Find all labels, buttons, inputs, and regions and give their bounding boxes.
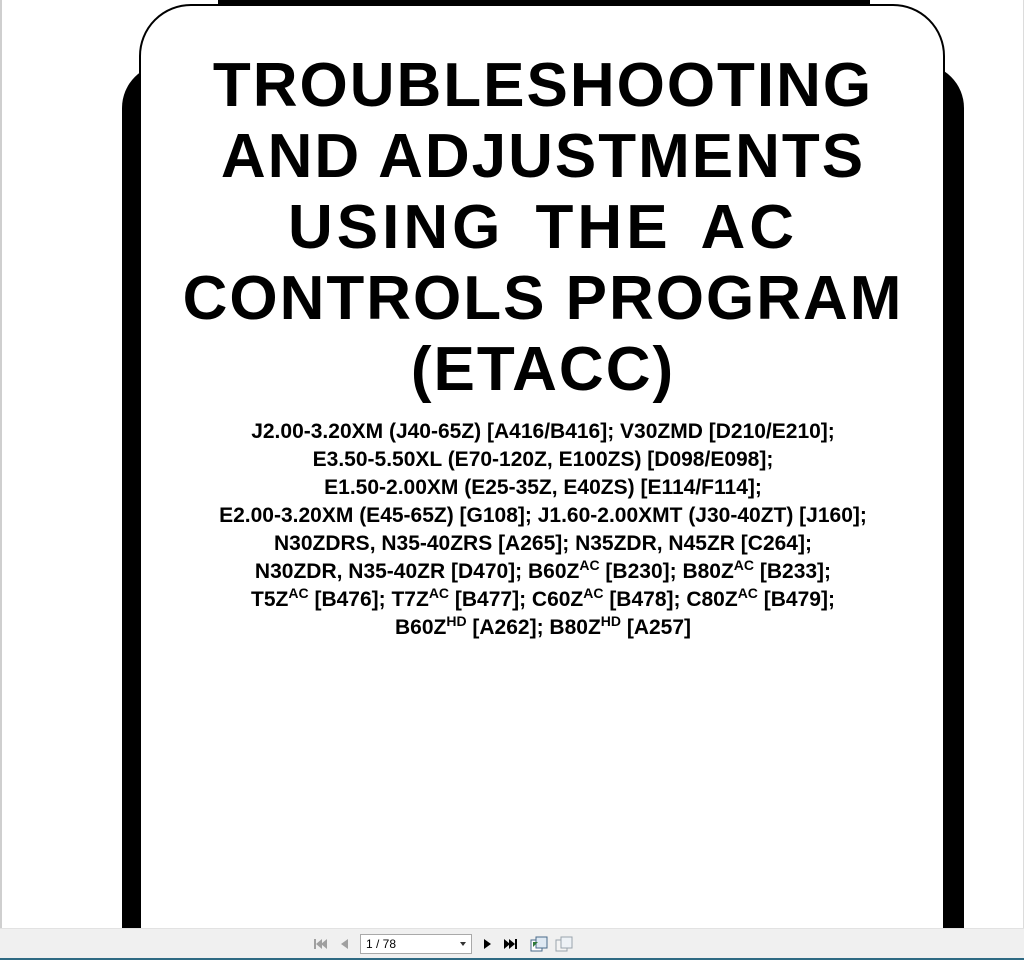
- model-line: [140, 474, 946, 502]
- title-line: TROUBLESHOOTING: [212, 51, 874, 120]
- model-suffix-superscript: AC: [583, 585, 604, 601]
- viewer-left-border: [0, 0, 2, 928]
- last-page-icon: [503, 937, 519, 951]
- page-number-select[interactable]: [360, 934, 472, 954]
- model-text: E3.50-5.50XL (E70-120Z, E100ZS) [D098/E098];: [312, 448, 774, 471]
- model-text: [A257]: [621, 616, 692, 639]
- model-line: [140, 586, 946, 614]
- fit-width-icon: [555, 936, 573, 952]
- model-list: [140, 418, 946, 642]
- model-text: E2.00-3.20XM (E45-65Z) [G108]; J1.60-2.00XMT (J30-40ZT) [J160];: [219, 504, 867, 527]
- model-suffix-superscript: HD: [600, 613, 621, 629]
- first-page-icon: [312, 937, 328, 951]
- model-suffix-superscript: AC: [428, 585, 450, 601]
- model-suffix-superscript: AC: [579, 557, 600, 573]
- model-line: [140, 446, 946, 474]
- next-page-icon: [481, 937, 493, 951]
- model-line: [140, 530, 946, 558]
- model-suffix-superscript: AC: [737, 585, 758, 601]
- model-text: [B479];: [757, 588, 835, 611]
- model-text: [B233];: [754, 560, 832, 583]
- model-line: [140, 558, 946, 586]
- fit-width-button[interactable]: [555, 935, 573, 953]
- model-text: [B230]; B80Z: [599, 560, 734, 583]
- model-text: J2.00-3.20XM (J40-65Z) [A416/B416]; V30ZMD [D210/E210];: [251, 420, 835, 443]
- model-suffix-superscript: AC: [288, 585, 309, 601]
- model-text: E1.50-2.00XM (E25-35Z, E40ZS) [E114/F114];: [324, 476, 762, 499]
- model-text: N30ZDR, N35-40ZR [D470]; B60Z: [254, 560, 580, 583]
- model-suffix-superscript: AC: [733, 557, 755, 573]
- model-text: [A262]; B80Z: [466, 616, 601, 639]
- previous-page-icon: [338, 937, 350, 951]
- model-suffix-superscript: HD: [446, 613, 467, 629]
- title-line: (ETACC): [410, 335, 676, 404]
- model-text: B60Z: [394, 616, 447, 639]
- fit-page-button[interactable]: [530, 935, 548, 953]
- model-text: [B477]; C60Z: [449, 588, 584, 611]
- title-line: CONTROLS PROGRAM: [182, 264, 904, 333]
- model-text: T5Z: [251, 588, 289, 611]
- previous-page-button[interactable]: [335, 935, 353, 953]
- chevron-down-icon: [459, 941, 467, 947]
- last-page-button[interactable]: [502, 935, 520, 953]
- title-line: USING THE AC: [287, 193, 799, 262]
- next-page-button[interactable]: [478, 935, 496, 953]
- document-title: [140, 50, 946, 405]
- model-line: [140, 614, 946, 642]
- page-indicator: 1 / 78: [366, 937, 397, 951]
- fit-page-icon: [530, 936, 548, 952]
- model-line: [140, 502, 946, 530]
- model-line: [140, 418, 946, 446]
- model-text: [B478]; C80Z: [603, 588, 738, 611]
- dropdown-caret[interactable]: [457, 935, 469, 953]
- pdf-toolbar: [0, 928, 1024, 960]
- model-text: [B476]; T7Z: [308, 588, 429, 611]
- model-text: N30ZDRS, N35-40ZRS [A265]; N35ZDR, N45ZR [C264];: [274, 532, 812, 555]
- first-page-button[interactable]: [311, 935, 329, 953]
- title-line: AND ADJUSTMENTS: [220, 122, 866, 191]
